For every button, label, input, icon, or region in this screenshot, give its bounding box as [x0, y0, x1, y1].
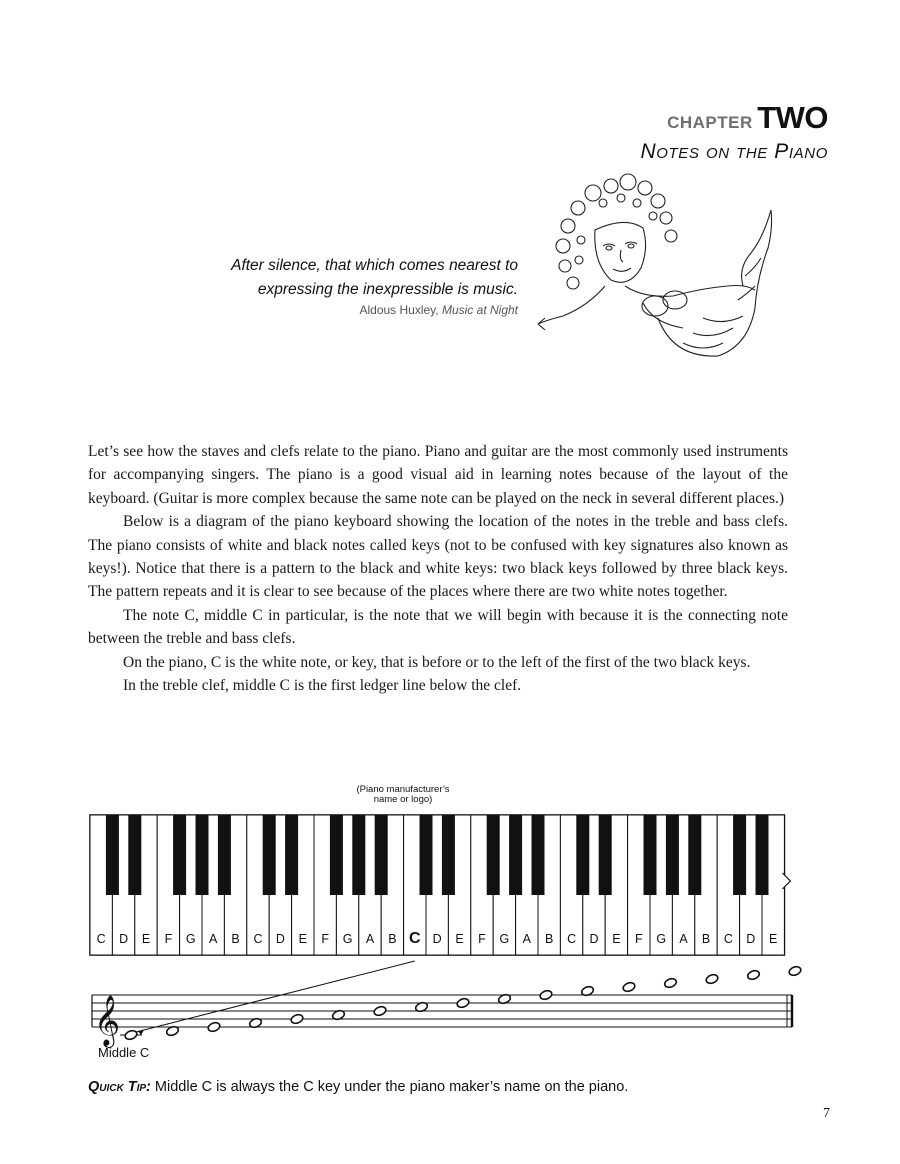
whole-note [663, 977, 677, 989]
logo-label-line-2: name or logo) [373, 794, 433, 805]
key-label: C [253, 932, 263, 946]
key-label: D [119, 932, 129, 946]
black-key [576, 815, 589, 895]
whole-note [207, 1021, 221, 1033]
epigraph-author: Aldous Huxley, [359, 303, 439, 317]
whole-note [456, 997, 470, 1009]
epigraph-line-2: expressing the inexpressible is music. [257, 281, 518, 298]
key-label: D [746, 932, 756, 946]
black-key [733, 815, 746, 895]
key-label: G [656, 932, 667, 946]
middle-c-connector [136, 961, 415, 1032]
whole-note [788, 965, 802, 977]
paragraph-5: In the treble clef, middle C is the first ledger line below the clef. [123, 677, 522, 695]
quick-tip [88, 1079, 628, 1095]
whole-note [373, 1005, 387, 1017]
black-key [644, 815, 657, 895]
black-key [196, 815, 209, 895]
key-label: G [185, 932, 196, 946]
key-label: F [478, 932, 486, 946]
key-label: B [388, 932, 397, 946]
black-key [375, 815, 388, 895]
chapter-number: TWO [757, 100, 828, 135]
black-key [330, 815, 343, 895]
keyboard-keys [90, 815, 790, 955]
epigraph-attribution [98, 303, 518, 317]
paragraph-1: Let’s see how the staves and clefs relate to the piano. Piano and guitar are the most commonly used instruments for accompanying singers. The piano is a good visual aid in learning notes because of the layout of the keyboard. (Guitar is more complex because the same note can be played on the neck in several different places.) [88, 443, 788, 507]
whole-note [290, 1013, 304, 1025]
key-label: B [231, 932, 240, 946]
key-label: E [612, 932, 621, 946]
treble-clef-icon: 𝄞 [94, 995, 121, 1046]
middle-c-key-label: C [409, 930, 421, 947]
key-label: B [545, 932, 554, 946]
black-key [285, 815, 298, 895]
key-label: F [634, 932, 643, 946]
whole-note [539, 989, 553, 1001]
key-label: G [342, 932, 353, 946]
torn-edge [782, 873, 790, 889]
key-label: A [209, 932, 218, 946]
key-label: A [679, 932, 688, 946]
chapter-title: Notes on the Piano [640, 140, 828, 163]
treble-staff [92, 961, 802, 1048]
quick-tip-text: Middle C is always the C key under the piano maker’s name on the piano. [150, 1079, 629, 1095]
paragraph-2: Below is a diagram of the piano keyboard showing the location of the notes in the treble and bass clefs. The piano consists of white and black notes called keys (not to be confused with key signatures also known as keys!). Notice that there is a pattern to the black and white keys: two black keys followed by three black keys. The pattern repeats and it is clear to see because of the places where there are two white notes together. [88, 513, 788, 601]
whole-note [746, 969, 760, 981]
key-label: E [298, 932, 307, 946]
body-text [88, 440, 788, 697]
black-key [599, 815, 612, 895]
page-number: 7 [823, 1106, 830, 1121]
key-label: E [455, 932, 464, 946]
black-key [756, 815, 769, 895]
black-key [509, 815, 522, 895]
key-label: E [141, 932, 151, 946]
black-key [263, 815, 276, 895]
paragraph-4: On the piano, C is the white note, or key, that is before or to the left of the first of the two black keys. [123, 653, 751, 671]
black-key [128, 815, 141, 895]
key-label: A [522, 932, 531, 946]
key-label: A [365, 932, 375, 946]
mermaid-illustration [533, 168, 778, 378]
black-key [173, 815, 186, 895]
piano-keyboard-diagram [88, 785, 802, 1060]
epigraph-line-1: After silence, that which comes nearest to [231, 257, 518, 274]
epigraph-work: Music at Night [441, 303, 518, 317]
key-label: F [164, 932, 173, 946]
black-key [218, 815, 231, 895]
whole-note [622, 981, 636, 993]
key-label: D [275, 932, 285, 946]
black-key [688, 815, 701, 895]
key-label: D [589, 932, 599, 946]
key-label: C [96, 932, 106, 946]
middle-c-note [124, 1029, 138, 1041]
key-label: C [723, 932, 733, 946]
key-label: D [432, 932, 442, 946]
black-key [532, 815, 545, 895]
key-label: B [701, 932, 711, 946]
black-key [442, 815, 455, 895]
key-label: G [499, 932, 510, 946]
whole-note [705, 973, 719, 985]
chapter-heading [667, 100, 828, 136]
middle-c-label: Middle C [98, 1045, 150, 1060]
key-label: E [769, 932, 778, 946]
black-key [666, 815, 679, 895]
paragraph-3: The note C, middle C in particular, is the note that we will begin with because it is the connecting note between the treble and bass clefs. [88, 606, 788, 648]
black-key [106, 815, 119, 895]
black-key [487, 815, 500, 895]
black-key [420, 815, 433, 895]
key-label: C [567, 932, 577, 946]
black-key [352, 815, 365, 895]
chapter-word: CHAPTER [667, 113, 753, 132]
key-label: F [321, 932, 330, 946]
epigraph [98, 254, 518, 317]
logo-label-line-1: (Piano manufacturer’s [356, 785, 450, 795]
quick-tip-label: Quick Tip: [88, 1079, 151, 1095]
